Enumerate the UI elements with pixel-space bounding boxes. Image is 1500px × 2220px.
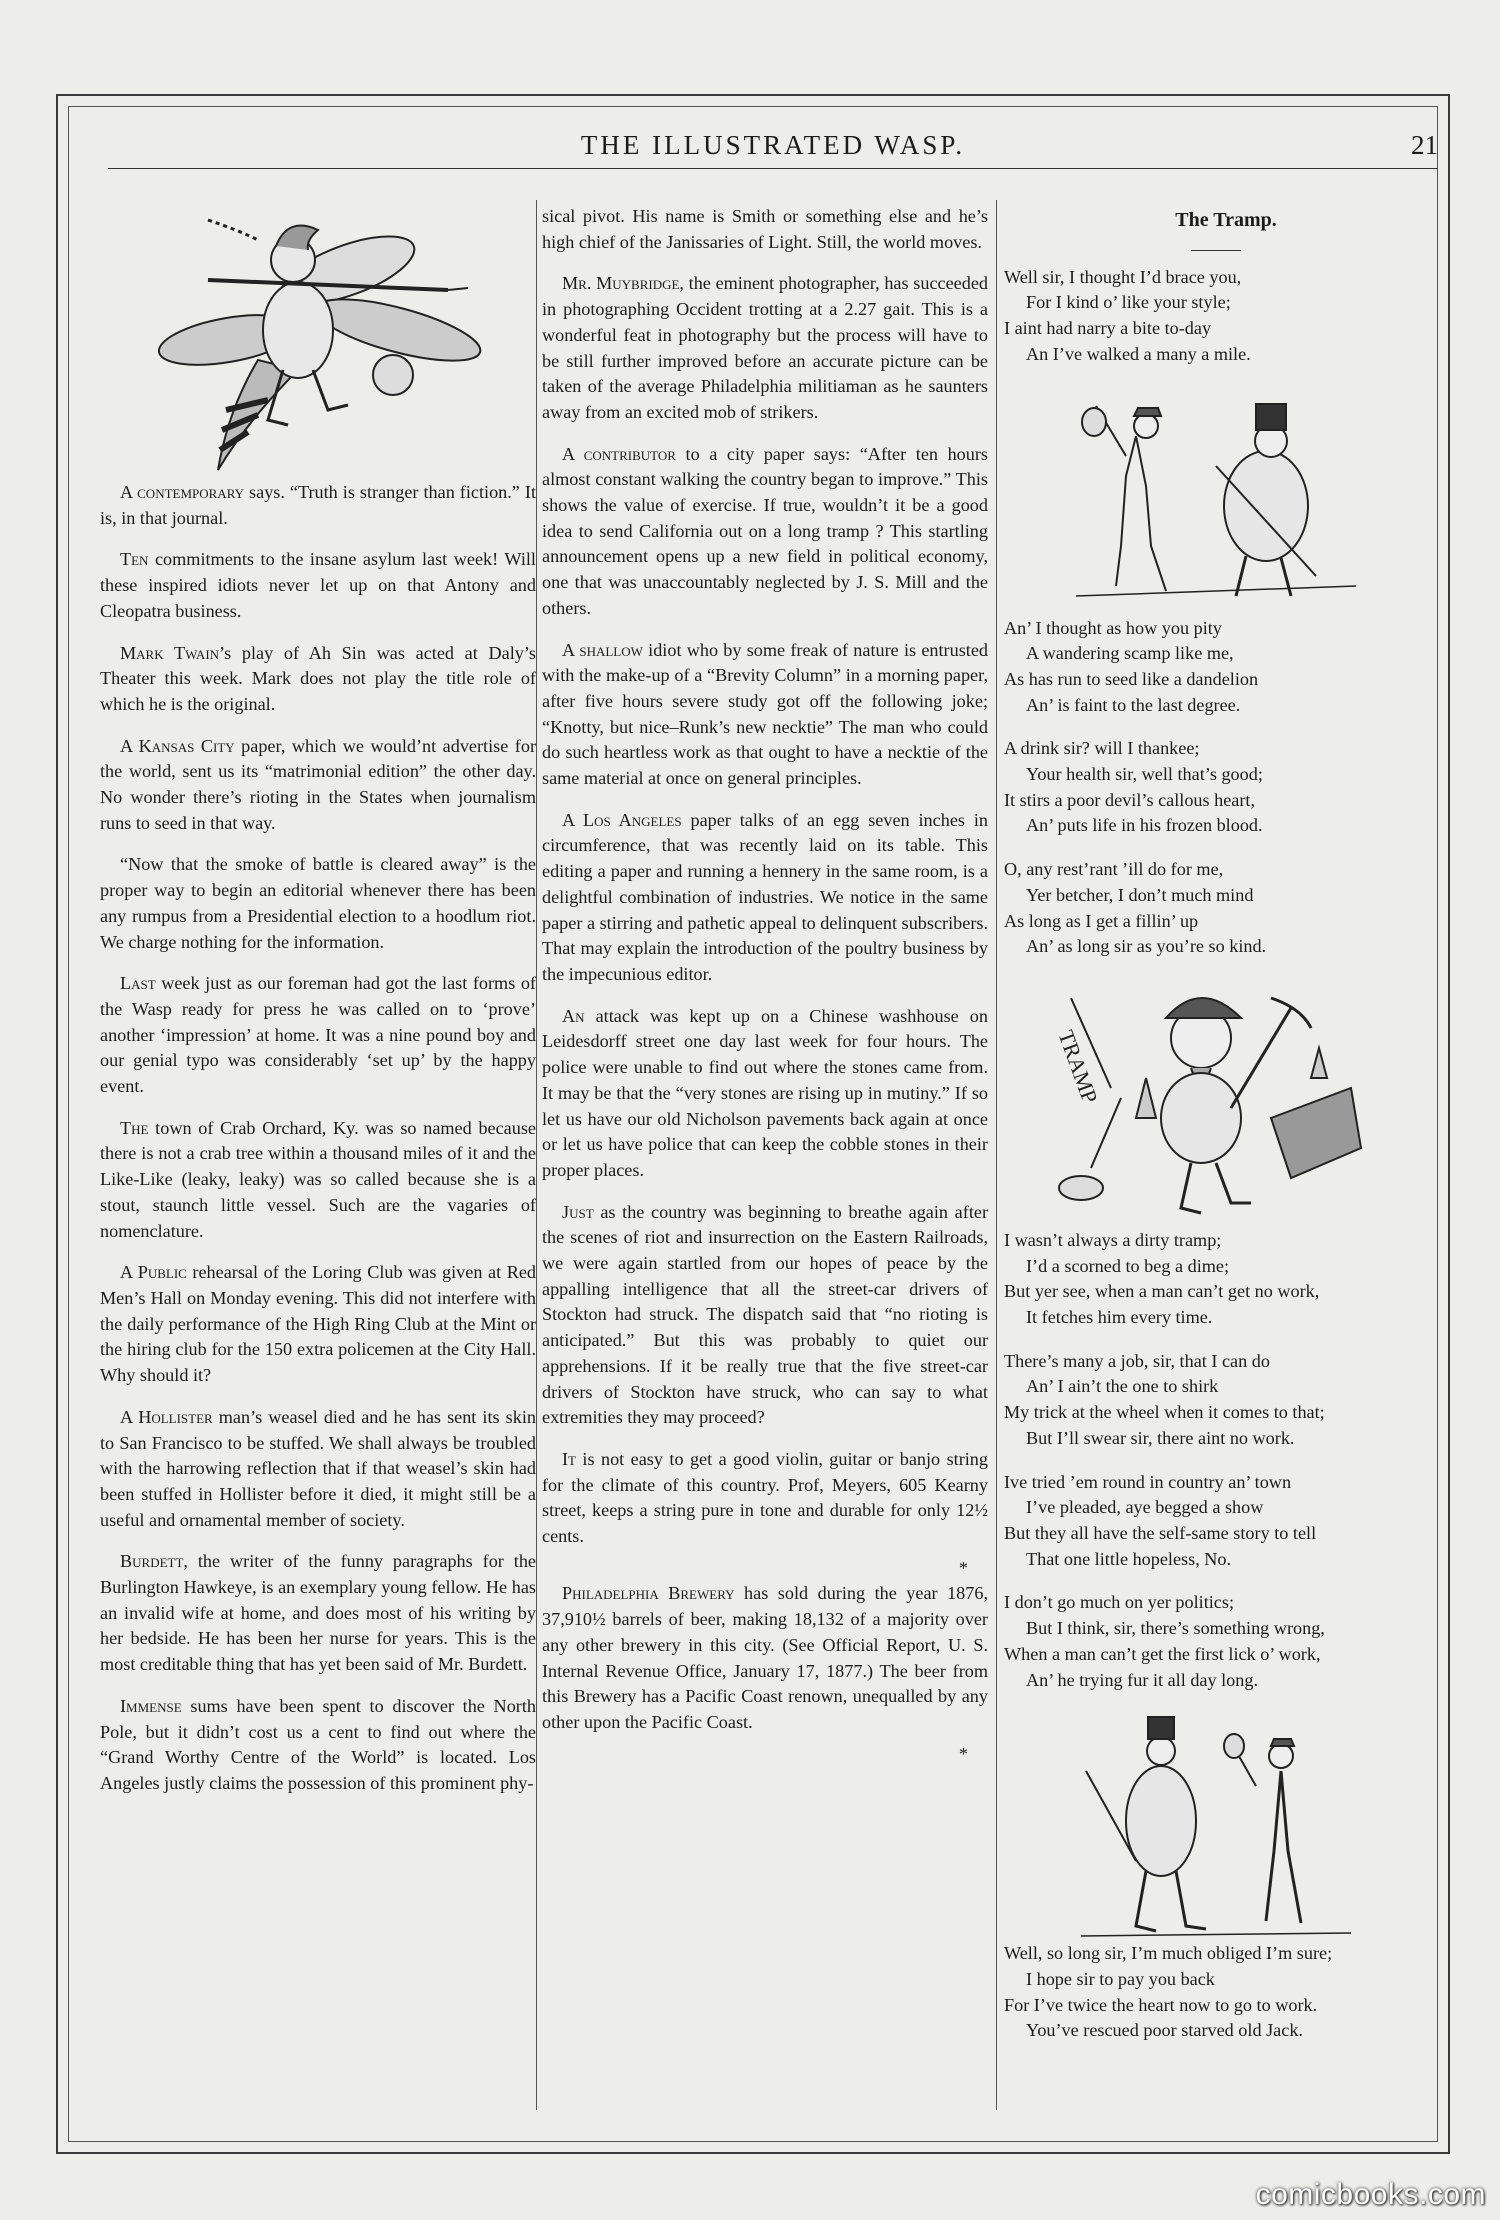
poem-stanza	[1004, 1228, 1428, 1331]
poem-line: As long as I get a fillin’ up	[1004, 910, 1199, 931]
paragraph-text: idiot who by some freak of nature is entrusted with the make-up of a “Brevity Column” in a morning paper, after five hours severe study got off the following joke; “Knotty, but nice–Runk’s new necktie” The man who could do such heartless work as that ought to have a necktie of the same material at once on general principles.	[542, 639, 988, 789]
poem-line: An’ is faint to the last degree.	[1026, 694, 1241, 715]
poem-line: Ive tried ’em round in country an’ town	[1004, 1471, 1292, 1492]
article-paragraph	[542, 1581, 988, 1735]
poem-line: When a man can’t get the first lick o’ work,	[1004, 1643, 1321, 1664]
poem-line: But yer see, when a man can’t get no work,	[1004, 1281, 1320, 1302]
article-paragraph	[542, 1004, 988, 1184]
paragraph-text: as the country was beginning to breathe again after the scenes of riot and insurrection on the Eastern Railroads, we were again startled from our hopes of peace by the appalling intelligence that all the street-car drivers of Stockton had struck. The dispatch said that “no rioting is anticipated.” But this was probably to quiet our apprehensions. If it be really true that the five street-car drivers of Stockton have struck, who can say to what extremities they may proceed?	[542, 1201, 988, 1428]
poem-line: An’ I thought as how you pity	[1004, 617, 1222, 638]
poem-line: It fetches him every time.	[1026, 1307, 1213, 1328]
paragraph-text: , the writer of the funny paragraphs for the Burlington Hawkeye, is an exemplary young fellow. He has an invalid wife at home, and does most of his writing by her bedside. He has been her nurse for years. This is the most creditable thing that has yet been said of Mr. Burdett.	[100, 1551, 536, 1675]
article-paragraph	[542, 442, 988, 622]
poem-stanza	[1004, 265, 1428, 368]
poem-title-rule	[1191, 250, 1241, 251]
paragraph-lead: Mr. Muybridge	[562, 273, 680, 294]
paragraph-lead: Burdett	[120, 1551, 184, 1572]
poem-stanza	[1004, 1349, 1428, 1452]
poem-stanzas-part-2	[1004, 616, 1428, 960]
poem-stanza	[1004, 1470, 1428, 1573]
paragraph-text: week just as our foreman had got the last forms of the Wasp ready for press he was called on to ‘prove’ another ‘impression’ at home. It was a nine pound boy and our genial typo was considerably ‘set up’ by the happy event.	[100, 973, 536, 1097]
article-paragraph	[542, 204, 988, 255]
poem-line: A drink sir? will I thankee;	[1004, 738, 1200, 759]
article-paragraph	[100, 1549, 536, 1678]
paragraph-text: says. “Truth is stranger than fiction.” It is, in that journal.	[100, 482, 536, 528]
poem-line: There’s many a job, sir, that I can do	[1004, 1350, 1270, 1371]
poem-line: As has run to seed like a dandelion	[1004, 668, 1259, 689]
poem-stanzas-part-3	[1004, 1228, 1428, 1693]
masthead	[108, 128, 1438, 169]
paragraph-lead: A shallow	[562, 639, 643, 660]
paragraph-lead: Just	[562, 1201, 594, 1222]
poem-line: But they all have the self-same story to tell	[1004, 1522, 1317, 1543]
poem-line: An I’ve walked a many a mile.	[1026, 343, 1251, 364]
paragraph-lead: Immense	[120, 1695, 182, 1716]
paragraph-text: man’s weasel died and he has sent its skin to San Francisco to be stuffed. We shall always be troubled with the harrowing reflection that if that weasel’s skin had been stuffed in Hollister before it died, it might still be a useful and ornamental member of society.	[100, 1406, 536, 1530]
column-2-items	[542, 204, 988, 1767]
tramp-and-gentleman-illustration	[1066, 386, 1366, 616]
paragraph-lead: Philadelphia Brewery	[562, 1583, 735, 1604]
poem-line: An’ puts life in his frozen blood.	[1026, 815, 1263, 836]
article-paragraph	[542, 271, 988, 425]
article-paragraph	[100, 1405, 536, 1534]
tramp-sign-text: TRAMP	[1053, 1026, 1103, 1107]
paragraph-text: ’s play of Ah Sin was acted at Daly’s Theater this week. Mark does not play the title role of which he is the original.	[100, 642, 536, 714]
poem-stanza	[1004, 857, 1428, 960]
poem-line: Yer betcher, I don’t much mind	[1026, 884, 1254, 905]
column-3-poem	[1004, 208, 1428, 2062]
poem-line: I hope sir to pay you back	[1026, 1968, 1215, 1989]
poem-line: My trick at the wheel when it comes to that;	[1004, 1402, 1325, 1423]
poem-line: I don’t go much on yer politics;	[1004, 1592, 1235, 1613]
poem-stanzas-part-1	[1004, 265, 1428, 368]
paragraph-text: commitments to the insane asylum last week! Will these inspired idiots never let up on that Antony and Cleopatra business.	[100, 549, 536, 621]
paragraph-lead: Ten	[120, 549, 149, 570]
poem-line: I’ve pleaded, aye begged a show	[1026, 1497, 1264, 1518]
paragraph-text: rehearsal of the Loring Club was given at Red Men’s Hall on Monday evening. This did not interfere with the daily performance of the High Ring Club at the Mint or the hiring club for the 150 extra policemen at the City Hall. Why should it?	[100, 1262, 537, 1386]
poem-line: That one little hopeless, No.	[1026, 1548, 1232, 1569]
poem-stanza	[1004, 616, 1428, 719]
poem-line: A wandering scamp like me,	[1026, 643, 1234, 664]
paragraph-lead: A Hollister	[120, 1406, 213, 1427]
article-paragraph	[100, 852, 536, 955]
column-2	[542, 204, 988, 1767]
paragraph-text: sums have been spent to discover the North Pole, but it didn’t cost us a cent to find out where the “Grand Worthy Centre of the World” is located. Los Angeles justly claims the possession of this prominent phy-	[100, 1695, 536, 1793]
paragraph-lead: Last	[120, 973, 156, 994]
article-paragraph	[100, 547, 536, 624]
poem-title: The Tramp.	[1175, 209, 1277, 231]
watermark: comicbooks.com	[1255, 2178, 1486, 2211]
article-paragraph	[100, 480, 536, 531]
poem-line: For I kind o’ like your style;	[1026, 292, 1231, 313]
paragraph-lead: It	[562, 1448, 576, 1469]
separator-star: *	[958, 1557, 968, 1578]
poem-stanza	[1004, 736, 1428, 839]
paragraph-text: has sold during the year 1876, 37,910½ barrels of beer, making 18,132 of a majority over any other brewery in this city. (See Official Report, U. S. Internal Revenue Office, January 17, 1877.) The beer from this Brewery has a Pacific Coast renown, unequalled by any other upon the Pacific Coast.	[542, 1583, 989, 1732]
paragraph-text: to a city paper says: “After ten hours almost constant walking the country began to improve.” This shows the value of exercise. If true, wouldn’t it be a good idea to send California out on a long tramp ? This startling announcement opens up a new field in political economy, one that was unaccountably neglected by J. S. Mill and the others.	[542, 443, 988, 618]
paragraph-lead: A Los Angeles	[562, 809, 682, 830]
paragraph-lead: The	[120, 1117, 149, 1138]
article-paragraph	[100, 1694, 536, 1797]
paragraph-lead: A Kansas City	[120, 735, 235, 756]
poem-line: But I think, sir, there’s something wrong,	[1026, 1618, 1325, 1639]
column-1-items	[100, 480, 536, 1797]
article-paragraph	[100, 734, 536, 837]
article-paragraph	[100, 1260, 536, 1389]
column-1	[100, 210, 536, 1813]
article-paragraph	[100, 971, 536, 1100]
column-rule-1	[536, 200, 537, 2110]
poem-line: An’ I ain’t the one to shirk	[1026, 1376, 1219, 1397]
poem-line: For I’ve twice the heart now to go to work.	[1004, 1994, 1318, 2015]
paragraph-text: town of Crab Orchard, Ky. was so named because there is not a crab tree within a thousand miles of it and the Like-Like (leaky, leaky) was so called because she is a stout, staunch little vessel. Such are the vagaries of nomenclature.	[100, 1117, 536, 1241]
article-paragraph	[100, 641, 536, 718]
poem-line: O, any rest’rant ’ill do for me,	[1004, 859, 1224, 880]
paragraph-text: attack was kept up on a Chinese washhouse on Leidesdorff street one day last week for four hours. The police were unable to find out where the stones came from. It may be that the “very stones are rising up in mutiny.” If so let us have our old Nicholson pavements back again at once or let us have police that can keep the cobble stones in their proper places.	[542, 1005, 988, 1180]
poem-line: An’ he trying fur it all day long.	[1026, 1669, 1259, 1690]
poem-line: Well, so long sir, I’m much obliged I’m sure;	[1004, 1943, 1333, 1964]
poem-line: It stirs a poor devil’s callous heart,	[1004, 789, 1256, 810]
poem-line: I wasn’t always a dirty tramp;	[1004, 1229, 1222, 1250]
column-rule-2	[996, 200, 997, 2110]
paragraph-text: paper talks of an egg seven inches in circumference, that was recently laid on its table. This editing a paper and running a hennery in the same room, is a delightful combination of industries. We notice in the same paper a stirring and pathetic appeal to delinquent subscribers. That may explain the introduction of the poultry business by the impecunious editor.	[542, 809, 988, 984]
newspaper-title: THE ILLUSTRATED WASP.	[580, 130, 966, 160]
poem-line: But I’ll swear sir, there aint no work.	[1026, 1427, 1295, 1448]
article-paragraph	[542, 1200, 988, 1431]
paragraph-text: is not easy to get a good violin, guitar or banjo string for the climate of this country. Prof, Meyers, 605 Kearny street, keeps a string pure in tone and durable for only 12½ cents.	[542, 1448, 988, 1547]
poem-line: An’ as long sir as you’re so kind.	[1026, 936, 1267, 957]
poem-stanzas-part-4	[1004, 1941, 1428, 2044]
paragraph-lead: Mark Twain	[120, 642, 220, 663]
poem-line: Well sir, I thought I’d brace you,	[1004, 266, 1242, 287]
poem-line: I’d a scorned to beg a dime;	[1026, 1255, 1230, 1276]
poem-line: You’ve rescued poor starved old Jack.	[1026, 2020, 1303, 2041]
paragraph-text: sical pivot. His name is Smith or something else and he’s high chief of the Janissaries of Light. Still, the world moves.	[542, 206, 988, 252]
paragraph-lead: A contemporary	[120, 482, 245, 502]
poem-line: Your health sir, well that’s good;	[1026, 764, 1263, 785]
paragraph-lead: An	[562, 1005, 585, 1026]
paragraph-text: “Now that the smoke of battle is cleared away” is the proper way to begin an editorial whenever there has been any rumpus from a Presidential election to a hoodlum riot. We charge nothing for the information.	[100, 854, 536, 952]
poem-stanza	[1004, 1590, 1428, 1693]
paragraph-lead: A contributor	[562, 443, 676, 464]
article-paragraph	[542, 638, 988, 792]
poem-line: I aint had narry a bite to-day	[1004, 318, 1212, 339]
article-paragraph	[542, 808, 988, 988]
page-number: 21	[1411, 130, 1438, 160]
paragraph-text: paper, which we would’nt advertise for the world, sent us its “matrimonial edition” the other day. No wonder there’s rioting in the States when journalism runs to seed in that way.	[100, 735, 536, 833]
wasp-rider-illustration	[148, 210, 488, 480]
separator-star: *	[958, 1743, 968, 1764]
poem-stanza	[1004, 1941, 1428, 2044]
article-paragraph	[100, 1116, 536, 1245]
article-paragraph	[542, 1447, 988, 1550]
paragraph-text: , the eminent photographer, has succeeded in photographing Occident trotting at a 2.27 gait. This is a wonderful feat in photography but the process will have to be still further improved before an accurate picture can be taken of the average Philadelphia militiaman as he saunters away from an excited mob of strikers.	[542, 273, 988, 422]
paragraph-lead: A Public	[120, 1262, 187, 1283]
parting-figures-illustration	[1076, 1711, 1356, 1941]
miner-tramp-illustration	[1051, 978, 1381, 1228]
